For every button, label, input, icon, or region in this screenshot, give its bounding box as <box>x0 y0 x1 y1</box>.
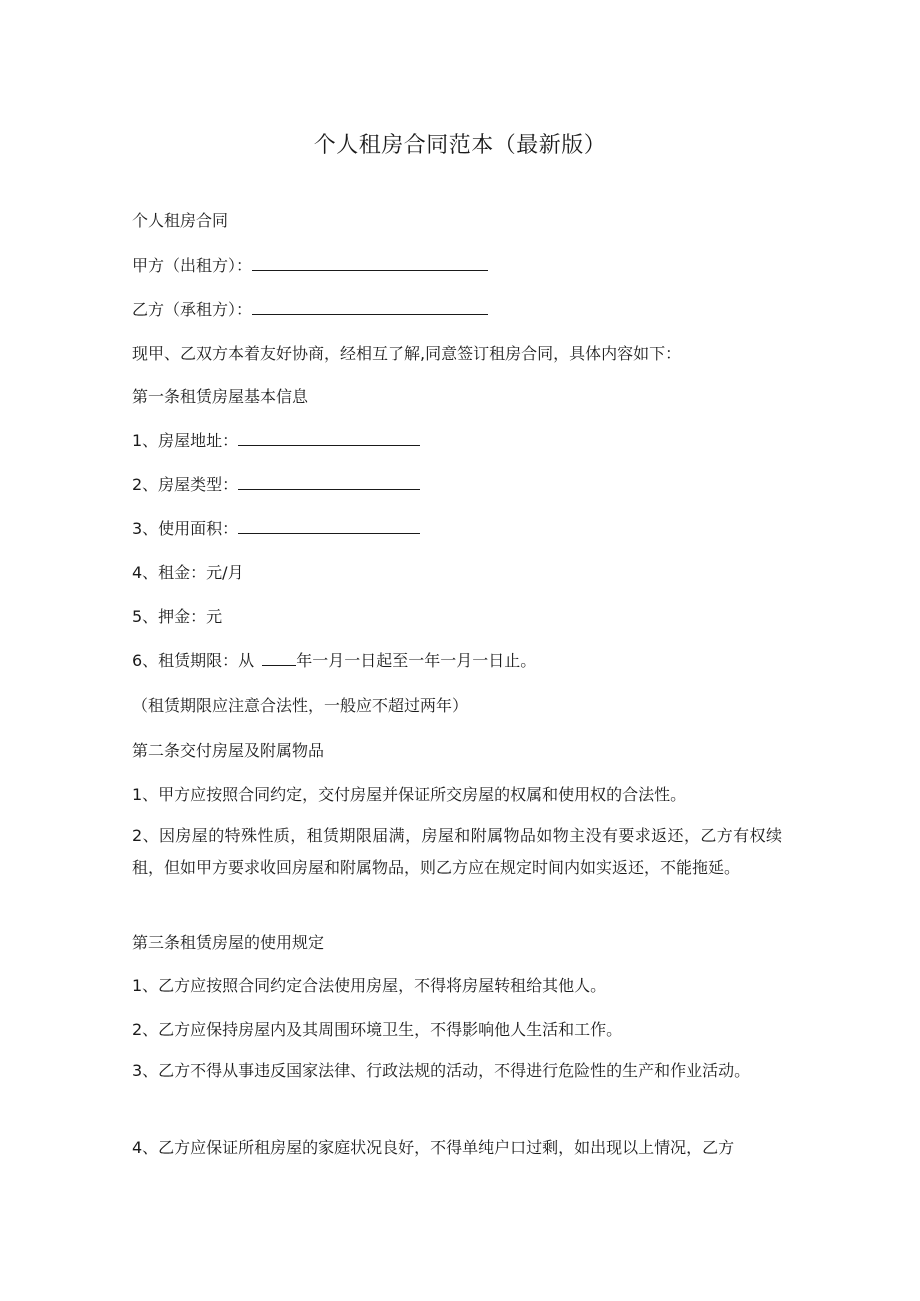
preamble: 现甲、乙双方本着友好协商，经相互了解,同意签订租房合同，具体内容如下： <box>132 344 682 363</box>
article1-title: 第一条租赁房屋基本信息 <box>132 387 309 406</box>
deposit-line: 5、押金：元 <box>132 607 223 626</box>
document-title: 个人租房合同范本（最新版） <box>313 133 607 158</box>
type-label: 2、房屋类型： <box>132 475 239 494</box>
area-line <box>132 516 420 539</box>
party-a-label: 甲方（出租方）： <box>132 256 253 275</box>
address-line <box>132 428 420 451</box>
party-b-label: 乙方（承租方）： <box>132 300 253 319</box>
area-label: 3、使用面积： <box>132 519 239 538</box>
address-label: 1、房屋地址： <box>132 431 239 450</box>
article3-item1: 1、乙方应按照合同约定合法使用房屋，不得将房屋转租给其他人。 <box>132 976 607 995</box>
type-line <box>132 472 420 495</box>
article2-title: 第二条交付房屋及附属物品 <box>132 741 325 760</box>
term-line <box>132 648 536 671</box>
article3-item2: 2、乙方应保持房屋内及其周围环境卫生，不得影响他人生活和工作。 <box>132 1020 623 1039</box>
party-a-line <box>132 253 488 276</box>
term-year-blank <box>262 651 296 666</box>
area-blank <box>238 519 420 534</box>
term-suffix: 年一月一日起至一年一月一日止。 <box>296 651 537 670</box>
article3-item3: 3、乙方不得从事违反国家法律、行政法规的活动，不得进行危险性的生产和作业活动。 <box>132 1061 751 1080</box>
contract-heading: 个人租房合同 <box>132 211 229 230</box>
type-blank <box>238 475 420 490</box>
article2-item1: 1、甲方应按照合同约定，交付房屋并保证所交房屋的权属和使用权的合法性。 <box>132 785 687 804</box>
party-b-blank <box>252 300 488 315</box>
party-b-line <box>132 297 488 320</box>
address-blank <box>238 431 420 446</box>
rent-line: 4、租金：元/月 <box>132 563 244 582</box>
term-note: （租赁期限应注意合法性，一般应不超过两年） <box>132 696 469 715</box>
term-prefix: 6、租赁期限：从 <box>132 651 255 670</box>
article2-item2: 2、因房屋的特殊性质，租赁期限届满，房屋和附属物品如物主没有要求返还，乙方有权续租，但如甲方要求收回房屋和附属物品，则乙方应在规定时间内如实返还，不能拖延。 <box>132 826 782 877</box>
article3-title: 第三条租赁房屋的使用规定 <box>132 933 325 952</box>
party-a-blank <box>252 256 488 271</box>
article3-item4: 4、乙方应保证所租房屋的家庭状况良好，不得单纯户口过剩，如出现以上情况，乙方 <box>132 1138 735 1157</box>
